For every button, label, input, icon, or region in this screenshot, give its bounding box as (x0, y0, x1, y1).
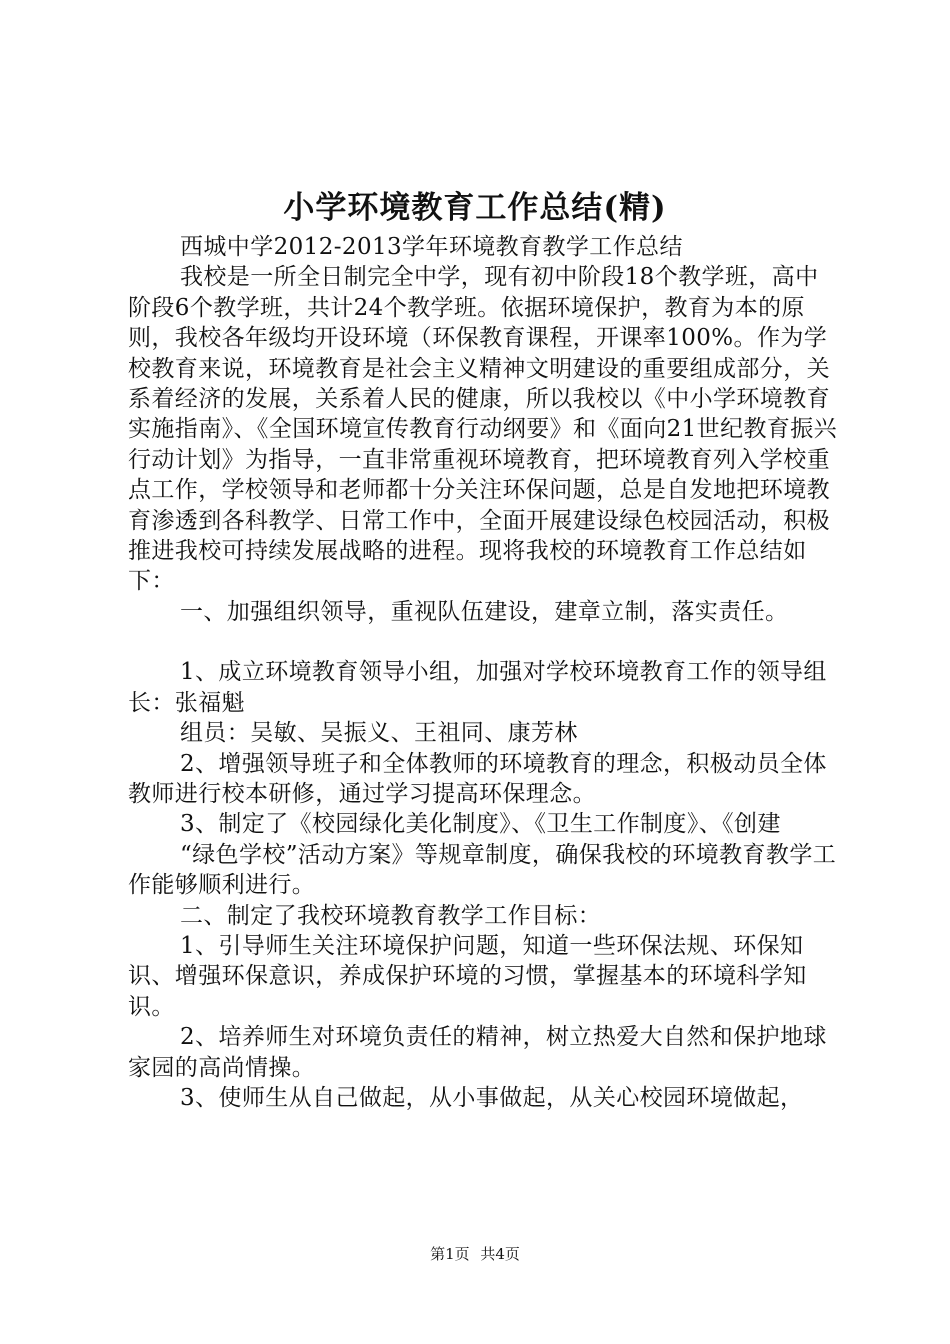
paragraph-members: 组员：吴敏、吴振义、王祖同、康芳林 (180, 720, 578, 747)
section-heading-2: 二、制定了我校环境教育教学工作目标： (180, 902, 602, 929)
paragraph-subtitle: 西城中学2012-2013学年环境教育教学工作总结 (180, 234, 683, 260)
paragraph-item-3: 3、制定了《校园绿化美化制度》、《卫生工作制度》、《创建 (180, 811, 781, 838)
document-body (128, 232, 840, 1113)
paragraph-intro: 我校是一所全日制完全中学，现有初中阶段18个教学班，高中阶段6个教学班，共计24个教学班。依据环境保护，教育为本的原则，我校各年级均开设环境（环保教育课程，开课率100%。作为学校教育来说，环境教育是社会主义精神文明建设的重要组成部分，关系着经济的发展，关系着人民的健康，所以我校以《中小学环境教育实施指南》、《全国环境宣传教育行动纲要》和《面向21世纪教育振兴行动计划》为指导，一直非常重视环境教育，把环境教育列入学校重点工作，学校领导和老师都十分关注环保问题，总是自发地把环境教育渗透到各科教学、日常工作中，全面开展建设绿色校园活动，积极推进我校可持续发展战略的进程。现将我校的环境教育工作总结如下： (128, 264, 838, 595)
page-total: 共4页 (480, 1245, 520, 1263)
paragraph-item-1: 1、成立环境教育领导小组，加强对学校环境教育工作的领导组长：张福魁 (128, 659, 827, 716)
paragraph-item-3-continued: “绿色学校”活动方案》等规章制度，确保我校的环境教育教学工作能够顺利进行。 (128, 841, 837, 899)
paragraph-goal-1: 1、引导师生关注环境保护问题，知道一些环保法规、环保知识、增强环保意识，养成保护环境的习惯，掌握基本的环境科学知识。 (128, 932, 807, 1020)
page-number: 第1页 (430, 1245, 470, 1263)
blank-line (128, 627, 840, 657)
paragraph-goal-3: 3、使师生从自己做起，从小事做起，从关心校园环境做起， (180, 1084, 804, 1111)
paragraph-goal-2: 2、培养师生对环境负责任的精神，树立热爱大自然和保护地球家园的高尚情操。 (128, 1024, 827, 1081)
document-title: 小学环境教育工作总结(精) (283, 190, 667, 226)
section-heading-1: 一、加强组织领导，重视队伍建设，建章立制，落实责任。 (180, 598, 789, 625)
page-footer (0, 1244, 950, 1264)
paragraph-item-2: 2、增强领导班子和全体教师的环境教育的理念，积极动员全体教师进行校本研修，通过学习提高环保理念。 (128, 750, 827, 807)
